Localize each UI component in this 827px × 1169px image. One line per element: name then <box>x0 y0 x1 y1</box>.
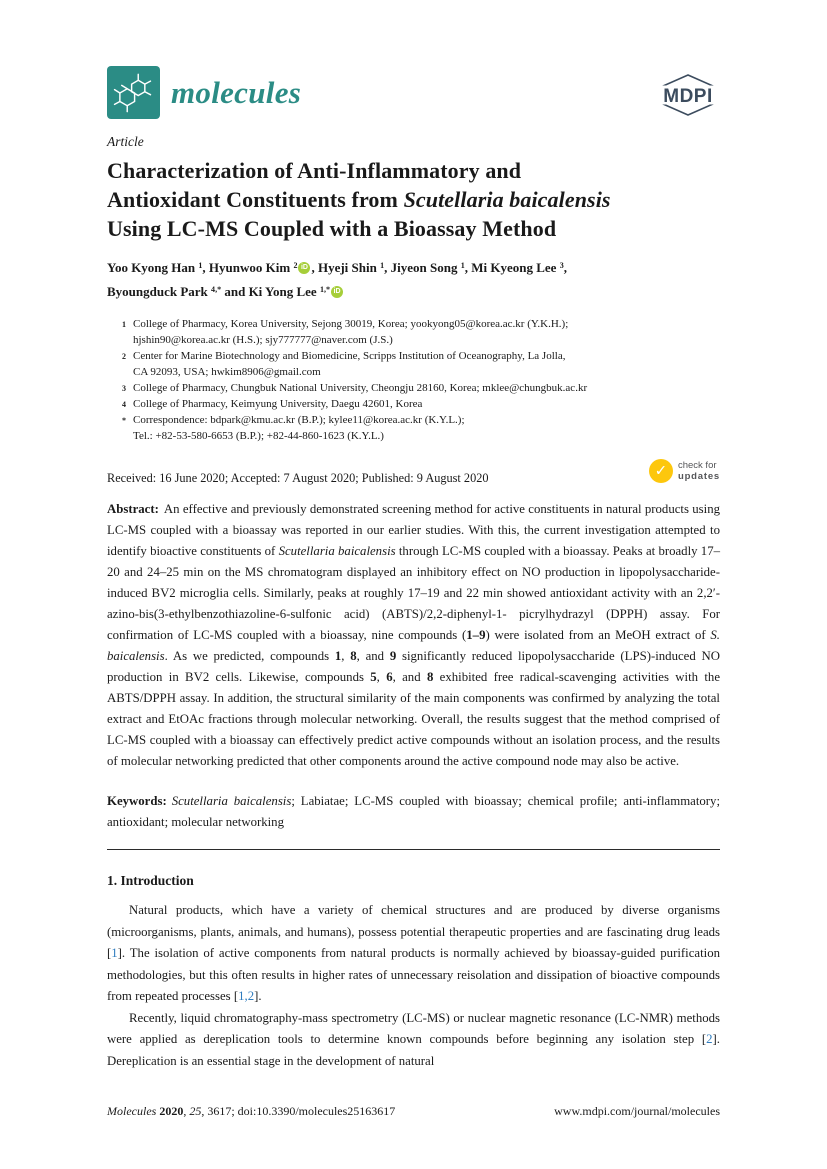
text-run: ]. Dereplication is an essential stage in the development of natural <box>107 1032 720 1068</box>
affiliation-item <box>107 348 720 380</box>
author-list <box>107 257 720 305</box>
keywords <box>107 791 720 833</box>
affiliation-text <box>133 380 720 396</box>
text-run: Scutellaria baicalensis <box>403 187 611 212</box>
affiliation-text <box>133 396 720 412</box>
text-run: 1 <box>198 261 203 271</box>
check-icon <box>649 459 673 483</box>
text-run: 3 <box>559 261 564 271</box>
affiliation-text <box>133 316 720 348</box>
text-run: 25 <box>189 1104 202 1118</box>
text-run: Using LC-MS Coupled with a Bioassay Method <box>107 216 557 241</box>
text-run: , 3617; doi:10.3390/molecules25163617 <box>201 1104 396 1118</box>
text-run: 1 <box>334 649 342 663</box>
text-run: 6 <box>386 670 393 684</box>
text-run: Correspondence: bdpark@kmu.ac.kr (B.P.); kylee11@korea.ac.kr (K.Y.L.); <box>133 414 465 426</box>
abstract-label: Abstract: <box>107 502 159 516</box>
journal-url[interactable]: www.mdpi.com/journal/molecules <box>554 1104 720 1118</box>
badge-label <box>678 460 720 482</box>
text-run: Center for Marine Biotechnology and Biomedicine, Scripps Institution of Oceanography, La Jolla, <box>133 350 566 362</box>
orcid-icon[interactable]: iD <box>298 262 310 274</box>
text-run: Byoungduck Park <box>107 284 212 299</box>
citation-link[interactable]: 1 <box>111 946 118 960</box>
text-run: exhibited free radical-scavenging activities with the ABTS/DPPH assay. In addition, the structural similarity of the main components was confirmed by analyzing the total extract and EtOAc fractions through molecular networking. Overall, the results suggest that the method comprised of LC-MS coupled with a bioassay can effectively predict active compounds without an isolation process, and the results of molecular networking predicted that other components around the active compound node may also be active. <box>107 670 720 768</box>
abstract <box>107 499 720 772</box>
text-run: 8 <box>350 649 357 663</box>
text-run: 2 <box>293 261 298 271</box>
text-run: , and <box>356 649 390 663</box>
text-run: , Hyunwoo Kim <box>202 260 294 275</box>
keywords-text <box>107 794 720 829</box>
text-run: significantly reduced lipopolysaccharide (LPS)-induced NO production in BV2 cells. Likewise, compounds <box>107 649 720 684</box>
text-run: through LC-MS coupled with a bioassay. Peaks at broadly 17–20 and 24–25 min on the MS chromatogram displayed an inhibitory effect on NO production in lipopolysaccharide-induced BV2 microglia cells. Similarly, peaks at roughly 17–19 and 22 min showed antioxidant activity with an 2,2′-azino-bis(3-ethylbenzothiazoline-6-sulfonic acid) (ABTS)/2,2-diphenyl-1- picrylhydrazyl (DPPH) assay. For confirmation of LC-MS coupled with a bioassay, nine compounds ( <box>107 544 721 642</box>
text-run: College of Pharmacy, Keimyung University, Daegu 42601, Korea <box>133 398 423 410</box>
text-run: Tel.: +82-53-580-6653 (B.P.); +82-44-860-1623 (K.Y.L.) <box>133 430 384 442</box>
text-run: ]. The isolation of active components from natural products is normally achieved by bioassay-guided purification methodologies, but this often results in higher rates of unnecessary reisolation and dissipation of bioactive compounds from repeated processes [ <box>107 946 720 1003</box>
text-run: hjshin90@korea.ac.kr (H.S.); sjy777777@naver.com (J.S.) <box>133 334 393 346</box>
text-run: 4,* <box>211 285 222 295</box>
text-run: Characterization of Anti-Inflammatory and <box>107 158 522 183</box>
affiliation-marker: 2 <box>122 352 126 361</box>
affiliation-marker: 3 <box>122 384 126 393</box>
text-run: , Jiyeon Song <box>384 260 461 275</box>
intro-paragraph-2 <box>107 1008 720 1073</box>
text-run: S. baicalensis <box>107 628 720 663</box>
text-run: CA 92093, USA; hwkim8906@gmail.com <box>133 366 321 378</box>
journal-name: molecules <box>171 74 302 110</box>
affiliation-list <box>107 316 720 444</box>
dates-line: Received: 16 June 2020; Accepted: 7 August 2020; Published: 9 August 2020 <box>107 471 489 485</box>
mdpi-logo[interactable] <box>656 73 720 122</box>
text-run: 1–9 <box>466 628 486 642</box>
front-matter-divider <box>107 849 720 850</box>
page-footer <box>107 1104 720 1119</box>
molecules-logo[interactable] <box>107 66 301 119</box>
text-run: Molecules <box>107 1104 160 1118</box>
affiliation-text <box>133 348 720 380</box>
text-run: Yoo Kyong Han <box>107 260 199 275</box>
affiliation-item <box>107 380 720 396</box>
masthead <box>107 66 720 120</box>
citation-link[interactable]: 1,2 <box>238 989 255 1003</box>
text-run: , <box>183 1104 190 1118</box>
text-run: 1 <box>380 261 385 271</box>
text-run: , <box>376 670 387 684</box>
orcid-icon[interactable]: iD <box>331 286 343 298</box>
text-run: 8 <box>426 670 434 684</box>
text-run: and Ki Yong Lee <box>221 284 320 299</box>
correspondence-marker: * <box>122 416 126 425</box>
text-run: Natural products, which have a variety of chemical structures and are produced by diverse organisms (microorganisms, plants, animals, and humans), possess potential therapeutic properties and are fascinating drug leads [ <box>107 903 720 960</box>
text-run: College of Pharmacy, Chungbuk National University, Cheongju 28160, Korea; mklee@chungbuk.ac.kr <box>133 382 588 394</box>
citation-line <box>107 1104 395 1119</box>
svg-text:MDPI: MDPI <box>663 86 713 107</box>
text-run: , <box>563 260 567 275</box>
section-heading-introduction: 1. Introduction <box>107 873 194 888</box>
affiliation-item <box>107 396 720 412</box>
article-type-label: Article <box>107 134 144 149</box>
intro-paragraph-1 <box>107 900 720 1008</box>
citation-link[interactable]: 2 <box>706 1032 713 1046</box>
text-run: ; Labiatae; LC-MS coupled with bioassay; chemical profile; anti-inflammatory; antioxidant; molecular networking <box>107 794 720 829</box>
text-run: Scutellaria baicalensis <box>278 544 396 558</box>
text-run: . As we predicted, compounds <box>164 649 335 663</box>
text-run: Recently, liquid chromatography-mass spectrometry (LC-MS) or nuclear magnetic resonance (LC-NMR) methods were applied as dereplication tools to determine known compounds before beginning any isolation step [ <box>107 1010 720 1046</box>
text-run: Antioxidant Constituents from <box>107 187 404 212</box>
affiliation-marker: 4 <box>122 400 126 409</box>
molecules-logo-icon <box>107 66 160 119</box>
text-run: 1,* <box>319 285 331 295</box>
text-run: Scutellaria baicalensis <box>171 794 292 808</box>
text-run: An effective and previously demonstrated screening method for active constituents in natural products using LC-MS coupled with a bioassay was reported in our earlier studies. With this, the current investigation attempted to identify bioactive constituents of <box>107 502 720 558</box>
text-run: , Hyeji Shin <box>311 260 381 275</box>
affiliation-marker: 1 <box>122 320 126 329</box>
text-run: , and <box>392 670 427 684</box>
text-run: , Mi Kyeong Lee <box>464 260 560 275</box>
text-run: 5 <box>370 670 377 684</box>
dates-row <box>107 459 720 486</box>
affiliation-item <box>107 412 720 444</box>
text-run: ) were isolated from an MeOH extract of <box>485 628 711 642</box>
abstract-text <box>107 502 720 768</box>
check-for-updates-badge[interactable] <box>649 459 720 483</box>
badge-line2: updates <box>677 471 720 482</box>
badge-line1: check for <box>677 460 717 471</box>
text-run: , <box>341 649 351 663</box>
keywords-label: Keywords: <box>107 794 167 808</box>
text-run: ]. <box>254 989 262 1003</box>
text-run: 1 <box>460 261 465 271</box>
affiliation-item <box>107 316 720 348</box>
text-run: 2020 <box>159 1104 184 1118</box>
article-title <box>107 156 720 243</box>
correspondence-text <box>133 412 720 444</box>
text-run: 9 <box>389 649 397 663</box>
text-run: College of Pharmacy, Korea University, Sejong 30019, Korea; yookyong05@korea.ac.kr (Y.K.H.); <box>133 318 569 330</box>
